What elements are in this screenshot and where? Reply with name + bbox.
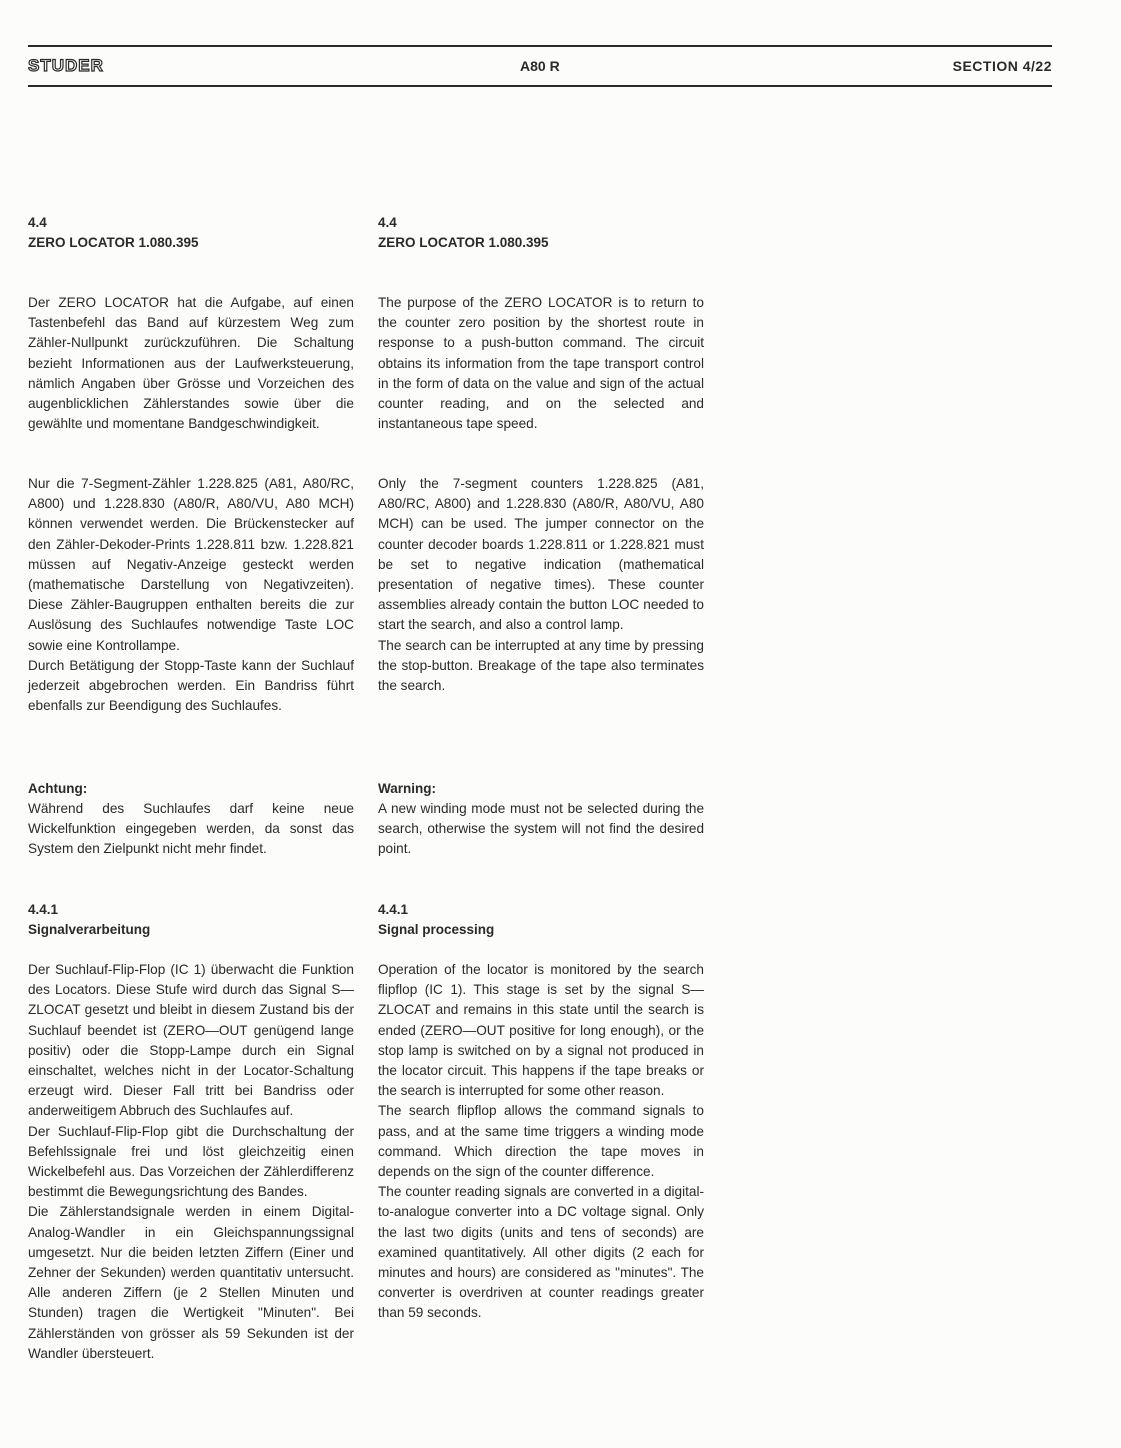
heading-title: ZERO LOCATOR 1.080.395	[28, 235, 199, 250]
paragraph: The purpose of the ZERO LOCATOR is to return to the counter zero position by the shortest route in response to a push-button command. The circuit obtains its information from the tape transport control in the form of data on the value and sign of the actual counter reading, and on the selected and instantaneous tape speed.	[378, 295, 704, 432]
heading-number: 4.4	[28, 215, 47, 230]
paragraph: Der Suchlauf-Flip-Flop gibt die Durchschaltung der Befehlssignale frei und löst gleichzeitig einen Wickelbefehl aus. Das Vorzeichen der Zählerdifferenz bestimmt die Bewegungsrichtung des Bandes.	[28, 1123, 354, 1200]
heading-number: 4.4	[378, 215, 397, 230]
paragraph: The counter reading signals are converted in a digital-to-analogue converter into a DC voltage signal. Only the last two digits (units and tens of seconds) are examined quantitatively. All other digits (2 each for minutes and hours) are considered as "minutes". The converter is overdriven at counter readings greater than 59 seconds.	[378, 1184, 704, 1321]
paragraph: Only the 7-segment counters 1.228.825 (A81, A80/RC, A800) and 1.228.830 (A80/R, A80/VU, A80 MCH) can be used. The jumper connector on the counter decoder boards 1.228.811 or 1.228.821 must be set to negative indication (mathematical presentation of negative times). These counter assemblies already contain the button LOC needed to start the search, and also a control lamp.	[378, 476, 704, 633]
paragraph: Nur die 7-Segment-Zähler 1.228.825 (A81, A80/RC, A800) und 1.228.830 (A80/R, A80/VU, A80 MCH) können verwendet werden. Die Brückenstecker auf den Zähler-Dekoder-Prints 1.228.811 bzw. 1.228.821 müssen auf Negativ-Anzeige gesteckt werden (mathematische Darstellung von Negativzeiten). Diese Zähler-Baugruppen enthalten bereits die zur Auslösung des Suchlaufes notwendige Taste LOC sowie eine Kontrollampe.	[28, 476, 354, 653]
intro-block	[28, 293, 354, 434]
paragraph: Der Suchlauf-Flip-Flop (IC 1) überwacht die Funktion des Locators. Diese Stufe wird durch das Signal S—ZLOCAT gesetzt und bleibt in diesem Zustand bis der Suchlauf beendet ist (ZERO—OUT genügend lange positiv) oder die Stopp-Lampe durch ein Signal einschaltet, welches nicht in der Locator-Schaltung erzeugt wird. Dieser Fall tritt bei Bandriss oder anderweitigem Abbruch des Suchlaufes auf.	[28, 962, 354, 1119]
paragraph: Durch Betätigung der Stopp-Taste kann der Suchlauf jederzeit abgebrochen werden. Ein Bandriss führt ebenfalls zur Beendigung des Suchlaufes.	[28, 657, 354, 714]
paragraph: Die Zählerstandsignale werden in einem Digital-Analog-Wandler in ein Gleichspannungssignal umgesetzt. Nur die beiden letzten Ziffern (Einer und Zehner der Sekunden) werden quantitativ untersucht. Alle anderen Ziffern (je 2 Stellen Minuten und Stunden) tragen die Wertigkeit "Minuten". Bei Zählerständen von grösser als 59 Sekunden ist der Wandler übersteuert.	[28, 1204, 354, 1361]
warning-text: A new winding mode must not be selected during the search, otherwise the system will not find the desired point.	[378, 801, 704, 857]
header-top-rule	[28, 45, 1052, 47]
signal-block	[378, 960, 704, 1324]
subsection-number: 4.4.1	[28, 902, 59, 917]
section-heading	[28, 213, 354, 253]
page-header	[28, 56, 1052, 82]
warning-title: Warning:	[378, 781, 436, 796]
counters-block	[28, 474, 354, 716]
subsection-heading	[378, 900, 704, 940]
header-bottom-rule	[28, 85, 1052, 87]
section-heading	[378, 213, 704, 253]
studer-logo: STUDER	[28, 56, 104, 75]
paragraph: Der ZERO LOCATOR hat die Aufgabe, auf einen Tastenbefehl das Band auf kürzestem Weg zum Zähler-Nullpunkt zurückzuführen. Die Schaltung bezieht Informationen aus der Laufwerksteuerung, nämlich Angaben über Grösse und Vorzeichen des augenblicklichen Zählerstandes sowie über die gewählte und momentane Bandgeschwindigkeit.	[28, 295, 354, 432]
subsection-title: Signalverarbeitung	[28, 922, 151, 937]
intro-block	[378, 293, 704, 434]
section-label: SECTION 4/22	[952, 58, 1052, 74]
warning-block	[378, 779, 704, 860]
paragraph: Operation of the locator is monitored by the search flipflop (IC 1). This stage is set by the signal S—ZLOCAT and remains in this state until the search is ended (ZERO—OUT positive for long enough), or the stop lamp is switched on by a signal not produced in the locator circuit. This happens if the tape breaks or the search is interrupted for some other reason.	[378, 962, 704, 1099]
subsection-heading	[28, 900, 354, 940]
signal-block	[28, 960, 354, 1364]
counters-block	[378, 474, 704, 696]
model-label: A80 R	[520, 58, 560, 74]
warning-block	[28, 779, 354, 860]
subsection-number: 4.4.1	[378, 902, 409, 917]
subsection-title: Signal processing	[378, 922, 495, 937]
paragraph: The search flipflop allows the command signals to pass, and at the same time triggers a winding mode command. Which direction the tape moves in depends on the sign of the counter difference.	[378, 1103, 704, 1180]
heading-title: ZERO LOCATOR 1.080.395	[378, 235, 549, 250]
warning-text: Während des Suchlaufes darf keine neue Wickelfunktion eingegeben werden, da sonst das System den Zielpunkt nicht mehr findet.	[28, 801, 354, 857]
warning-title: Achtung:	[28, 781, 88, 796]
paragraph: The search can be interrupted at any time by pressing the stop-button. Breakage of the tape also terminates the search.	[378, 637, 704, 694]
